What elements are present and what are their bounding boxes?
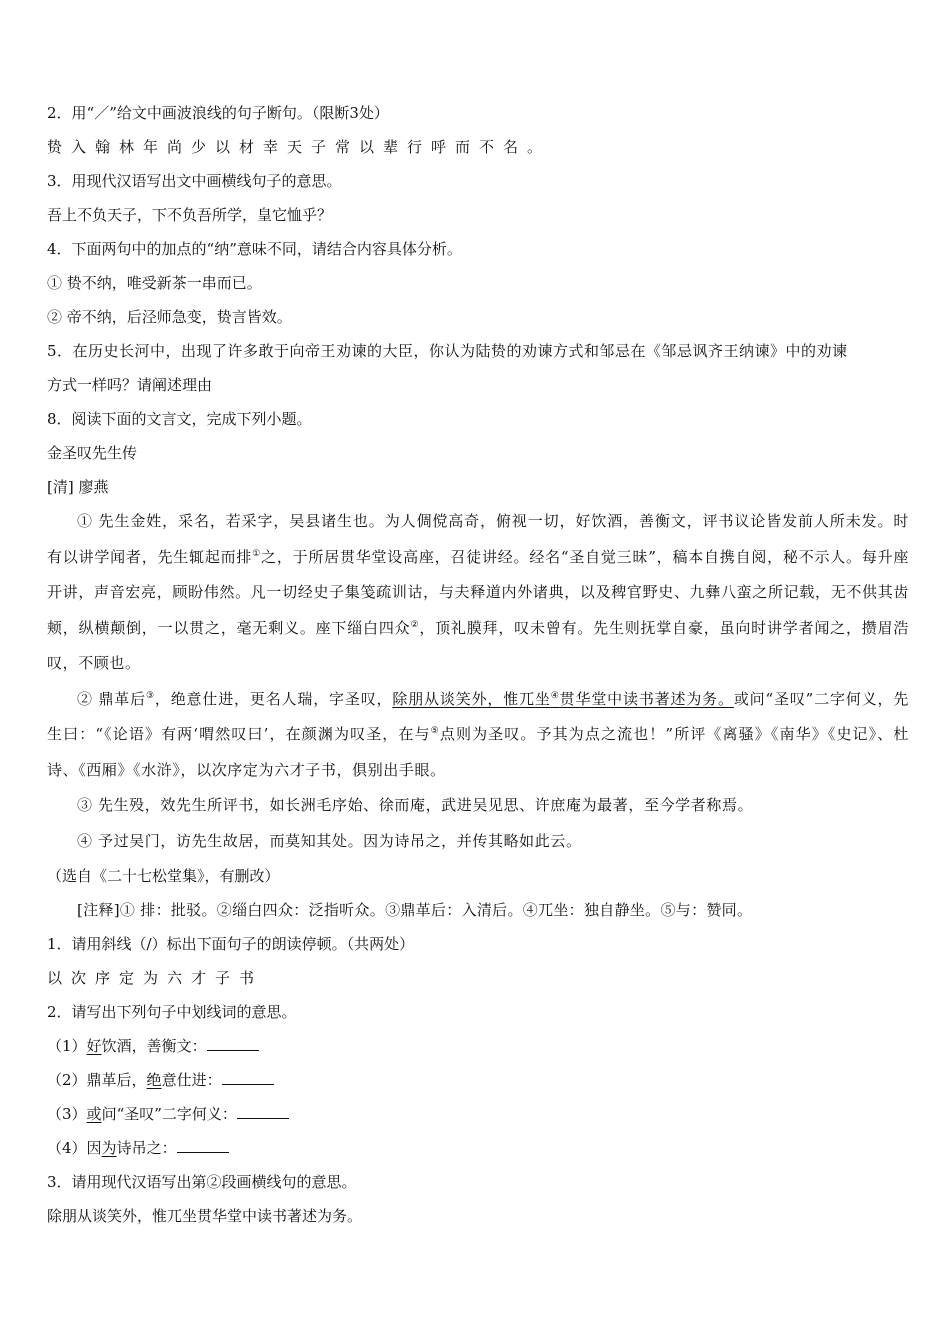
q2-sentence: 贽入翰林年尚少以材幸天子常以辈行呼而不名。 xyxy=(47,138,552,156)
passage-paragraph-1: ① 先生金姓，采名，若采字，吴县诸生也。为人倜傥高奇，俯视一切，好饮酒，善衡文，评书议论皆发前人所未发。时有以讲学闻者，先生辄起而排①之，于所居贯华堂设高座，召徒讲经。经名“圣自觉三昧”，稿本自携自阅，秘不示人。每升座开讲，声音宏亮，顾盼伟然。凡一切经史子集笺疏训诂，与夫释道内外诸典，以及稗官野史、九彝八蛮之所记载，无不供其齿颊，纵横颠倒，一以贯之，毫无剩义。座下缁白四众②，顶礼膜拜，叹未曾有。先生则抚掌自豪，虽向时讲学者闻之，攒眉浩叹，不顾也。 xyxy=(47,512,910,672)
sub2-item-4: （4）因为诗吊之： xyxy=(47,1131,909,1165)
underlined-sentence: 除朋从谈笑外，惟兀坐④贯华堂中读书著述为务。 xyxy=(392,689,734,708)
sub2-item-3: （3）或问“圣叹”二字何义： xyxy=(47,1097,909,1131)
passage-source: （选自《二十七松堂集》，有删改） xyxy=(47,867,280,885)
sub2-stem: 2．请写出下列句子中划线词的意思。 xyxy=(47,1003,297,1021)
sub2-item-2: （2）鼎革后，绝意仕进： xyxy=(47,1063,909,1097)
passage-notes: [注释]① 排：批驳。②缁白四众：泛指听众。③鼎革后：入清后。④兀坐：独自静坐。⑤与：赞同。 xyxy=(77,901,753,919)
passage-paragraph-4: ④ 予过吴门，访先生故居，而莫知其处。因为诗吊之，并传其略如此云。 xyxy=(77,831,582,850)
document-page xyxy=(47,96,909,1233)
sub1-sentence: 以次序定为六才子书 xyxy=(47,969,264,987)
answer-blank[interactable] xyxy=(237,1104,289,1119)
q4-item-2: ② 帝不纳，后泾师急变，贽言皆效。 xyxy=(47,308,292,326)
footnote-marker: ② xyxy=(410,619,420,630)
q8-stem: 8．阅读下面的文言文，完成下列小题。 xyxy=(47,410,312,428)
q5-line-1: 5．在历史长河中，出现了许多敢于向帝王劝谏的大臣，你认为陆贽的劝谏方式和邹忌在《邹忌讽齐王纳谏》中的劝谏 xyxy=(47,342,848,360)
answer-blank[interactable] xyxy=(177,1138,229,1153)
q4-stem: 4．下面两句中的加点的“纳”意味不同，请结合内容具体分析。 xyxy=(47,240,462,258)
sub3-stem: 3．请用现代汉语写出第②段画横线句的意思。 xyxy=(47,1173,357,1191)
answer-blank[interactable] xyxy=(222,1070,274,1085)
sub2-item-1: （1）好饮酒，善衡文： xyxy=(47,1029,909,1063)
footnote-marker: ① xyxy=(252,548,262,559)
q3-sentence: 吾上不负天子，下不负吾所学，皇它恤乎？ xyxy=(47,206,333,224)
q4-item-1: ① 贽不纳，唯受新茶一串而已。 xyxy=(47,274,262,292)
passage-author: [清] 廖燕 xyxy=(47,478,109,496)
answer-blank[interactable] xyxy=(207,1036,259,1051)
passage-title: 金圣叹先生传 xyxy=(47,444,138,462)
footnote-marker: ⑤ xyxy=(430,726,440,736)
q2-stem: 2．用“／”给文中画波浪线的句子断句。（限断3处） xyxy=(47,104,389,122)
passage-paragraph-2: ② 鼎革后③，绝意仕进，更名人瑞，字圣叹，除朋从谈笑外，惟兀坐④贯华堂中读书著述为务。或问“圣叹”二字何义，先生曰：“《论语》有两‘喟然叹曰’，在颜渊为叹圣，在与⑤点则为圣叹。予其为点之流也！”所评《离骚》《南华》《史记》、杜诗、《西厢》《水浒》，以次序定为六才子书，俱别出手眼。 xyxy=(47,689,910,779)
passage-paragraph-3: ③ 先生殁，效先生所评书，如长洲毛序始、徐而庵，武进吴见思、许庶庵为最著，至今学者称焉。 xyxy=(77,796,754,814)
q3-stem: 3．用现代汉语写出文中画横线句子的意思。 xyxy=(47,172,342,190)
sub3-sentence: 除朋从谈笑外，惟兀坐贯华堂中读书著述为务。 xyxy=(47,1207,363,1225)
footnote-marker: ④ xyxy=(550,690,560,701)
q5-line-2: 方式一样吗？请阐述理由 xyxy=(47,376,213,394)
footnote-marker: ③ xyxy=(145,690,155,701)
sub1-stem: 1．请用斜线（/）标出下面句子的朗读停顿。（共两处） xyxy=(47,935,415,953)
